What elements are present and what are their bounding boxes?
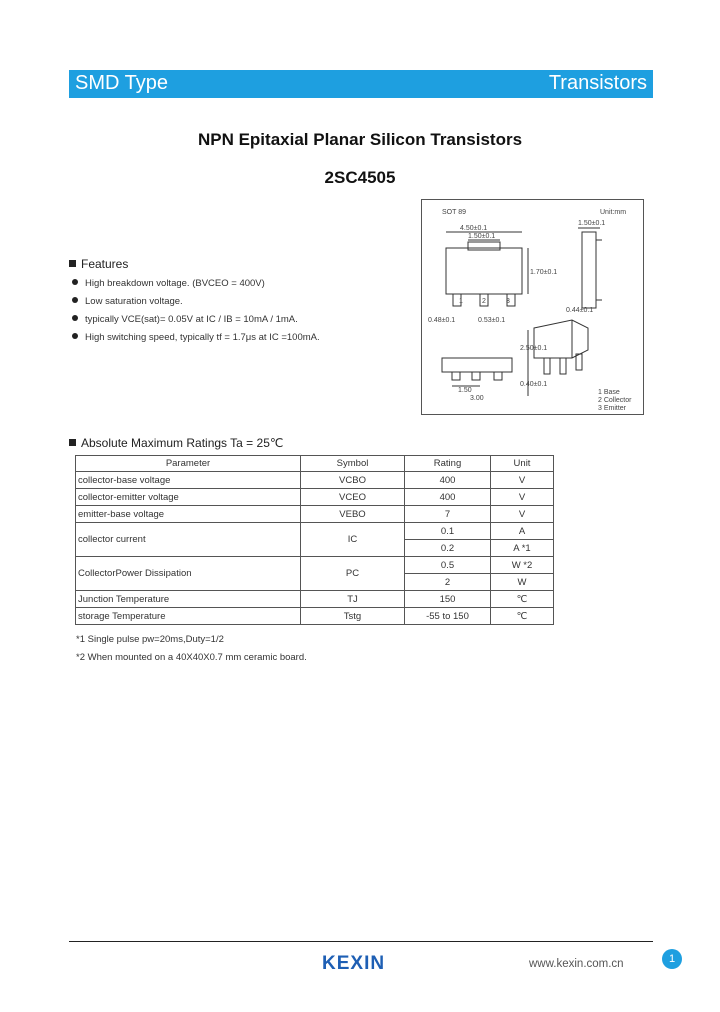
category-label: SMD Type: [75, 72, 168, 94]
column-header: Symbol: [301, 456, 405, 472]
unit-cell: W: [491, 574, 554, 591]
unit-cell: A *1: [491, 540, 554, 557]
symbol-cell: PC: [301, 557, 405, 591]
dim-label: 0.40±0.1: [520, 381, 548, 388]
feature-item: High switching speed, typically tf = 1.7μs at IC =100mA.: [72, 332, 320, 343]
symbol-cell: VCBO: [301, 472, 405, 489]
table-row: [76, 472, 554, 489]
table-row: [76, 608, 554, 625]
dim-label: 2.50±0.1: [520, 345, 548, 352]
bullet-icon: [72, 333, 78, 339]
table-row: [76, 489, 554, 506]
square-bullet-icon: [69, 439, 76, 446]
pin-number: 2: [482, 298, 486, 305]
footnote: *2 When mounted on a 40X40X0.7 mm ceramic board.: [76, 652, 307, 663]
table-row: [76, 506, 554, 523]
bullet-icon: [72, 279, 78, 285]
symbol-cell: IC: [301, 523, 405, 557]
dim-label: 1.70±0.1: [530, 269, 558, 276]
table-header-row: [76, 456, 554, 472]
page-number-badge: 1: [662, 949, 682, 969]
unit-cell: A: [491, 523, 554, 540]
rating-cell: 0.5: [405, 557, 491, 574]
header-banner: [69, 70, 653, 98]
pin-legend-item: 3 Emitter: [598, 405, 627, 412]
footnote: *1 Single pulse pw=20ms,Duty=1/2: [76, 634, 224, 645]
rating-cell: 2: [405, 574, 491, 591]
rating-cell: 150: [405, 591, 491, 608]
bullet-icon: [72, 297, 78, 303]
pin-legend-item: 2 Collector: [598, 397, 632, 404]
feature-item: typically VCE(sat)= 0.05V at IC / IB = 10mA / 1mA.: [72, 314, 298, 325]
unit-cell: V: [491, 472, 554, 489]
unit-cell: ℃: [491, 591, 554, 608]
rating-cell: 0.2: [405, 540, 491, 557]
package-drawing: [421, 199, 644, 415]
unit-cell: V: [491, 489, 554, 506]
param-cell: CollectorPower Dissipation: [76, 557, 301, 591]
feature-item: High breakdown voltage. (BVCEO = 400V): [72, 278, 265, 289]
column-header: Unit: [491, 456, 554, 472]
square-bullet-icon: [69, 260, 76, 267]
dim-label: 3.00: [470, 395, 484, 402]
dim-label: 1.50: [458, 387, 472, 394]
column-header: Rating: [405, 456, 491, 472]
table-row: [76, 591, 554, 608]
package-outline-diagram: [422, 200, 643, 414]
param-cell: storage Temperature: [76, 608, 301, 625]
feature-item: Low saturation voltage.: [72, 296, 183, 307]
param-cell: collector-base voltage: [76, 472, 301, 489]
param-cell: collector current: [76, 523, 301, 557]
website-link[interactable]: www.kexin.com.cn: [529, 958, 624, 970]
bullet-icon: [72, 315, 78, 321]
dim-label: 0.48±0.1: [428, 317, 456, 324]
symbol-cell: TJ: [301, 591, 405, 608]
unit-cell: V: [491, 506, 554, 523]
package-unit: Unit:mm: [600, 209, 627, 216]
param-cell: collector-emitter voltage: [76, 489, 301, 506]
rating-cell: 7: [405, 506, 491, 523]
pin-legend-item: 1 Base: [598, 389, 620, 396]
rating-cell: 400: [405, 472, 491, 489]
table-row: [76, 523, 554, 540]
ratings-heading: Absolute Maximum Ratings Ta = 25℃: [69, 436, 283, 450]
rating-cell: 400: [405, 489, 491, 506]
unit-cell: ℃: [491, 608, 554, 625]
param-cell: emitter-base voltage: [76, 506, 301, 523]
symbol-cell: Tstg: [301, 608, 405, 625]
dim-label: 1.50±0.1: [578, 220, 606, 227]
rating-cell: -55 to 150: [405, 608, 491, 625]
dim-label: 0.44±0.1: [566, 307, 594, 314]
column-header: Parameter: [76, 456, 301, 472]
dim-label: 1.50±0.1: [468, 233, 496, 240]
rating-cell: 0.1: [405, 523, 491, 540]
pin-number: 3: [506, 298, 510, 305]
package-name: SOT 89: [442, 209, 466, 216]
product-type-label: Transistors: [548, 72, 647, 94]
footer-divider: [69, 941, 653, 942]
features-heading: Features: [69, 257, 128, 271]
part-number: 2SC4505: [324, 168, 396, 187]
symbol-cell: VEBO: [301, 506, 405, 523]
company-logo: KEXIN: [322, 953, 386, 974]
ratings-table: [75, 455, 554, 625]
pin-number: 1: [459, 298, 463, 305]
document-title: NPN Epitaxial Planar Silicon Transistors: [197, 130, 523, 149]
dim-label: 0.53±0.1: [478, 317, 506, 324]
param-cell: Junction Temperature: [76, 591, 301, 608]
unit-cell: W *2: [491, 557, 554, 574]
table-row: [76, 557, 554, 574]
symbol-cell: VCEO: [301, 489, 405, 506]
dim-label: 4.50±0.1: [460, 225, 488, 232]
